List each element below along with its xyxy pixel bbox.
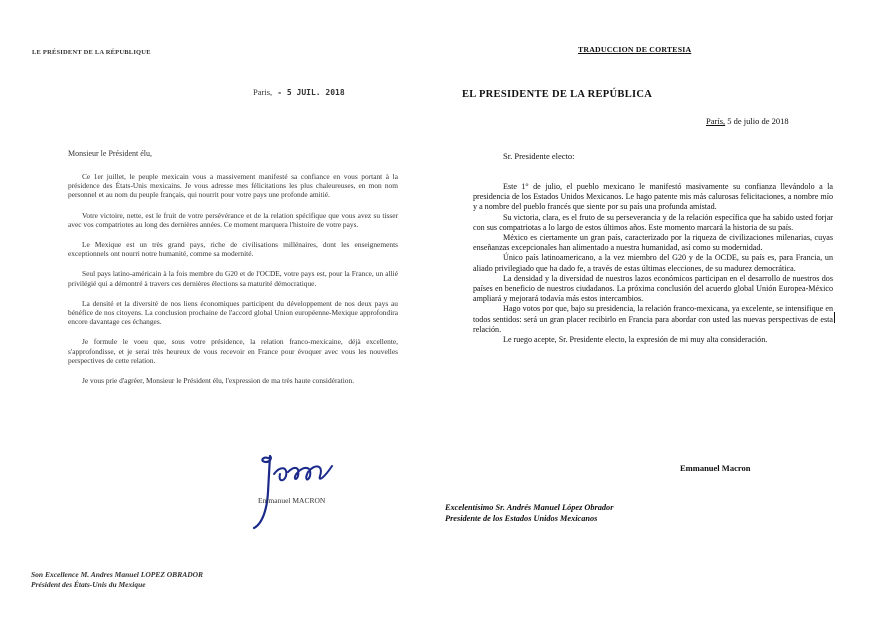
- body-paragraph: Je vous prie d'agréer, Monsieur le Président élu, l'expression de ma très haute considération.: [82, 376, 355, 386]
- translation-page: [445, 0, 890, 637]
- body-paragraph: Seul pays latino-américain à la fois membre du G20 et de l'OCDE, votre pays est, pour la France, un allié privilégié qui a démontré à travers ces dernières élections sa maturité démocratique.: [68, 269, 398, 288]
- body-paragraph: Su victoria, clara, es el fruto de su perseverancia y de la relación específica que ha sabido usted forjar con sus compatriotas a lo largo de estos últimos años. Este momento marcará la historia de su país.: [473, 212, 833, 232]
- date-stamp: - 5 JUIL. 2018: [277, 88, 345, 97]
- recipient-name: Excelentísimo Sr. Andrés Manuel López Obrador: [445, 503, 614, 512]
- recipient-block: [31, 570, 203, 590]
- letterhead: LE PRÉSIDENT DE LA RÉPUBLIQUE: [32, 49, 151, 56]
- signer-name: Emmanuel MACRON: [258, 496, 326, 505]
- letter-body: [473, 182, 833, 345]
- date-place: Paris,: [253, 87, 273, 97]
- body-paragraph: Le ruego acepte, Sr. Presidente electo, la expresión de mi muy alta consideración.: [503, 335, 768, 345]
- letter-body: [68, 172, 398, 396]
- recipient-block: [445, 502, 613, 524]
- recipient-title: Président des États-Unis du Mexique: [31, 580, 146, 589]
- handwritten-signature: [248, 452, 358, 532]
- body-paragraph: Único país latinoamericano, a la vez miembro del G20 y de la OCDE, su país es, para Francia, un aliado privilegiado que ha dado fe, a través de estas últimas elecciones, de su madurez democrática.: [473, 253, 833, 273]
- salutation: Monsieur le Président élu,: [68, 149, 152, 158]
- date-rest: 5 de julio de 2018: [727, 116, 789, 126]
- text-cursor: [834, 312, 835, 323]
- recipient-title: Presidente de los Estados Unidos Mexicanos: [445, 514, 598, 523]
- body-paragraph: Este 1° de julio, el pueblo mexicano le manifestó masivamente su confianza llevándolo a la presidencia de los Estados Unidos Mexicanos. Le hago patente mis más calurosas felicitaciones, a nombre mío y a nombre del pueblo francés que siente por su país una profunda amistad.: [473, 182, 833, 212]
- letter-date: [706, 116, 789, 126]
- signer-name: Emmanuel Macron: [680, 463, 751, 473]
- body-paragraph: Votre victoire, nette, est le fruit de votre persévérance et de la relation spécifique que vous avez su tisser avec vos compatriotes au long des dernières années. Ce moment marquera l'histoire de votre pays.: [68, 210, 398, 229]
- letter-date: [253, 87, 345, 97]
- courtesy-translation-label: TRADUCCION DE CORTESIA: [578, 45, 692, 54]
- body-paragraph: Ce 1er juillet, le peuple mexicain vous a massivement manifesté sa confiance en vous portant à la présidence des États-Unis mexicains. Je vous adresse mes félicitations les plus chaleureuses, en mon nom personnel et au nom du peuple français, qui nourrit pour votre pays une profonde amitié.: [68, 172, 398, 200]
- recipient-name: Son Excellence M. Andres Manuel LOPEZ OBRADOR: [31, 570, 204, 579]
- body-paragraph: Je formule le voeu que, sous votre présidence, la relation franco-mexicaine, déjà excellente, s'approfondisse, et je serai très heureux de vous recevoir en France pour évoquer avec vous les nouvelles perspectives de cette relation.: [68, 337, 398, 365]
- body-paragraph: Hago votos por que, bajo su presidencia, la relación franco-mexicana, ya excelente, se intensifique en todos sentidos: será un gran placer recibirlo en Francia para abordar con usted las nuevas perspectivas de esta relación.: [473, 304, 833, 334]
- body-paragraph: México es ciertamente un gran país, caracterizado por la riqueza de civilizaciones milenarias, cuyas enseñanzas excepcionales han alimentado a nuestra humanidad, así como su modernidad.: [473, 233, 833, 253]
- body-paragraph: La densidad y la diversidad de nuestros lazos económicos participan en el desarrollo de nuestros dos países en beneficio de nuestros ciudadanos. La próxima conclusión del acuerdo global Unión Europea-México ampliará y mejorará todavía más estos intercambios.: [473, 273, 833, 304]
- letterhead: EL PRESIDENTE DE LA REPÚBLICA: [462, 89, 653, 100]
- salutation: Sr. Presidente electo:: [503, 151, 575, 161]
- date-place: París,: [706, 116, 726, 126]
- body-paragraph: La densité et la diversité de nos liens économiques participent du développement de nos deux pays au bénéfice de nos citoyens. La conclusion prochaine de l'accord global Union européenne-Mexique approfondira encore davantage ces échanges.: [68, 298, 398, 327]
- body-paragraph: Le Mexique est un très grand pays, riche de civilisations millénaires, dont les enseignements exceptionnels ont nourri notre humanité, comme sa modernité.: [68, 240, 398, 259]
